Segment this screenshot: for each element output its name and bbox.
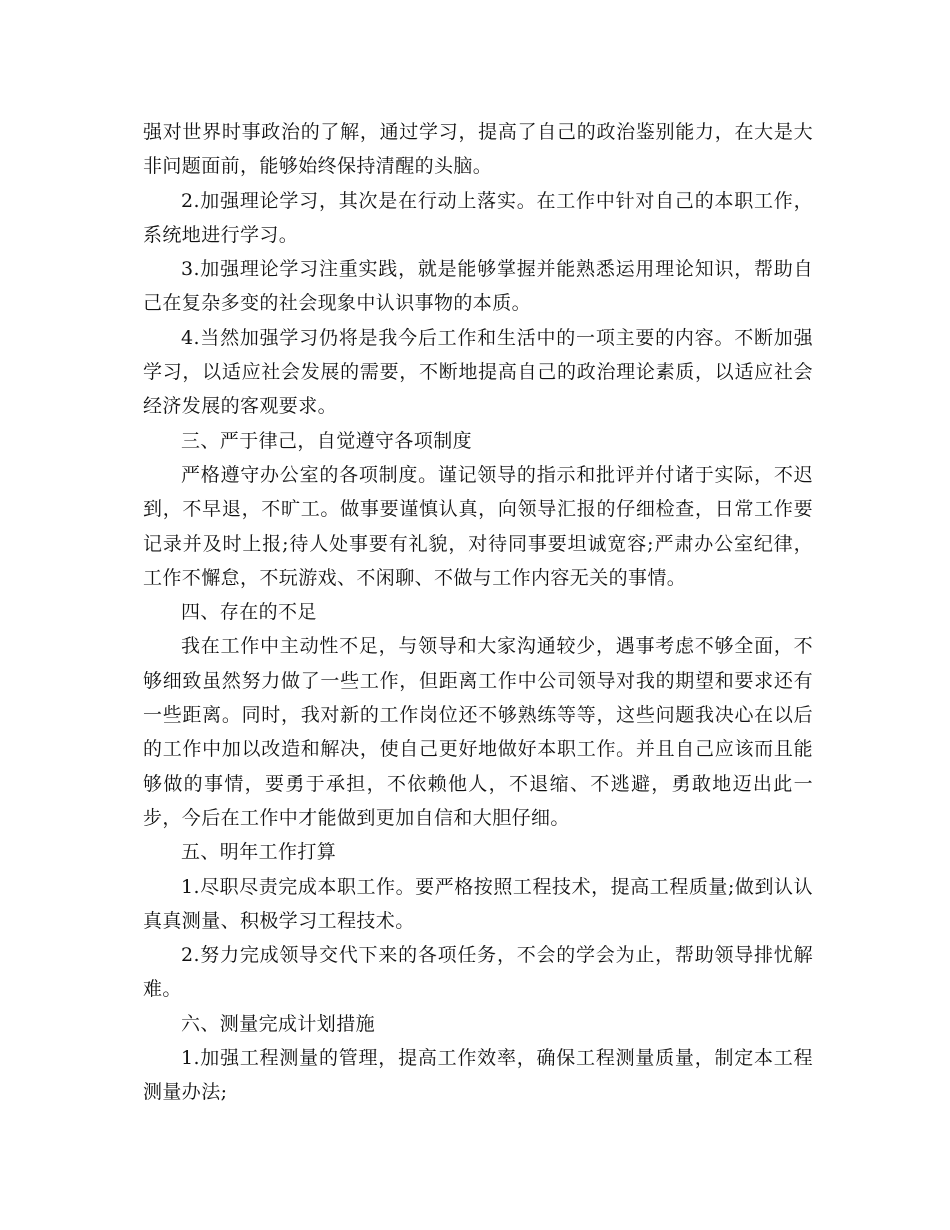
document-page — [143, 115, 813, 1110]
paragraph-item-4: 4.当然加强学习仍将是我今后工作和生活中的一项主要的内容。不断加强学习，以适应社会发展的需要，不断地提高自己的政治理论素质，以适应社会经济发展的客观要求。 — [143, 326, 813, 418]
paragraph-plan-2: 2.努力完成领导交代下来的各项任务，不会的学会为止，帮助领导排忧解难。 — [143, 944, 813, 1001]
section-heading-5: 五、明年工作打算 — [181, 841, 337, 864]
paragraph-continuation: 强对世界时事政治的了解，通过学习，提高了自己的政治鉴别能力，在大是大非问题面前，能够始终保持清醒的头脑。 — [143, 121, 813, 178]
section-heading-6: 六、测量完成计划措施 — [181, 1012, 376, 1035]
paragraph-discipline: 严格遵守办公室的各项制度。谨记领导的指示和批评并付诸于实际，不迟到，不早退，不旷工。做事要谨慎认真，向领导汇报的仔细检查，日常工作要记录并及时上报;待人处事要有礼貌，对待同事要坦诚宽容;严肃办公室纪律，工作不懈怠，不玩游戏、不闲聊、不做与工作内容无关的事情。 — [143, 463, 813, 589]
paragraph-plan-1: 1.尽职尽责完成本职工作。要严格按照工程技术，提高工程质量;做到认认真真测量、积极学习工程技术。 — [143, 875, 813, 932]
paragraph-item-3: 3.加强理论学习注重实践，就是能够掌握并能熟悉运用理论知识，帮助自己在复杂多变的社会现象中认识事物的本质。 — [143, 258, 813, 315]
section-heading-3: 三、严于律己，自觉遵守各项制度 — [181, 429, 473, 452]
section-heading-4: 四、存在的不足 — [181, 601, 317, 624]
paragraph-measure-1: 1.加强工程测量的管理，提高工作效率，确保工程测量质量，制定本工程测量办法; — [143, 1047, 813, 1104]
paragraph-shortcomings: 我在工作中主动性不足，与领导和大家沟通较少，遇事考虑不够全面，不够细致虽然努力做了一些工作，但距离工作中公司领导对我的期望和要求还有一些距离。同时，我对新的工作岗位还不够熟练等等，这些问题我决心在以后的工作中加以改造和解决，使自己更好地做好本职工作。并且自己应该而且能够做的事情，要勇于承担，不依赖他人，不退缩、不逃避，勇敢地迈出此一步，今后在工作中才能做到更加自信和大胆仔细。 — [143, 635, 813, 829]
paragraph-item-2: 2.加强理论学习，其次是在行动上落实。在工作中针对自己的本职工作，系统地进行学习。 — [143, 189, 813, 246]
